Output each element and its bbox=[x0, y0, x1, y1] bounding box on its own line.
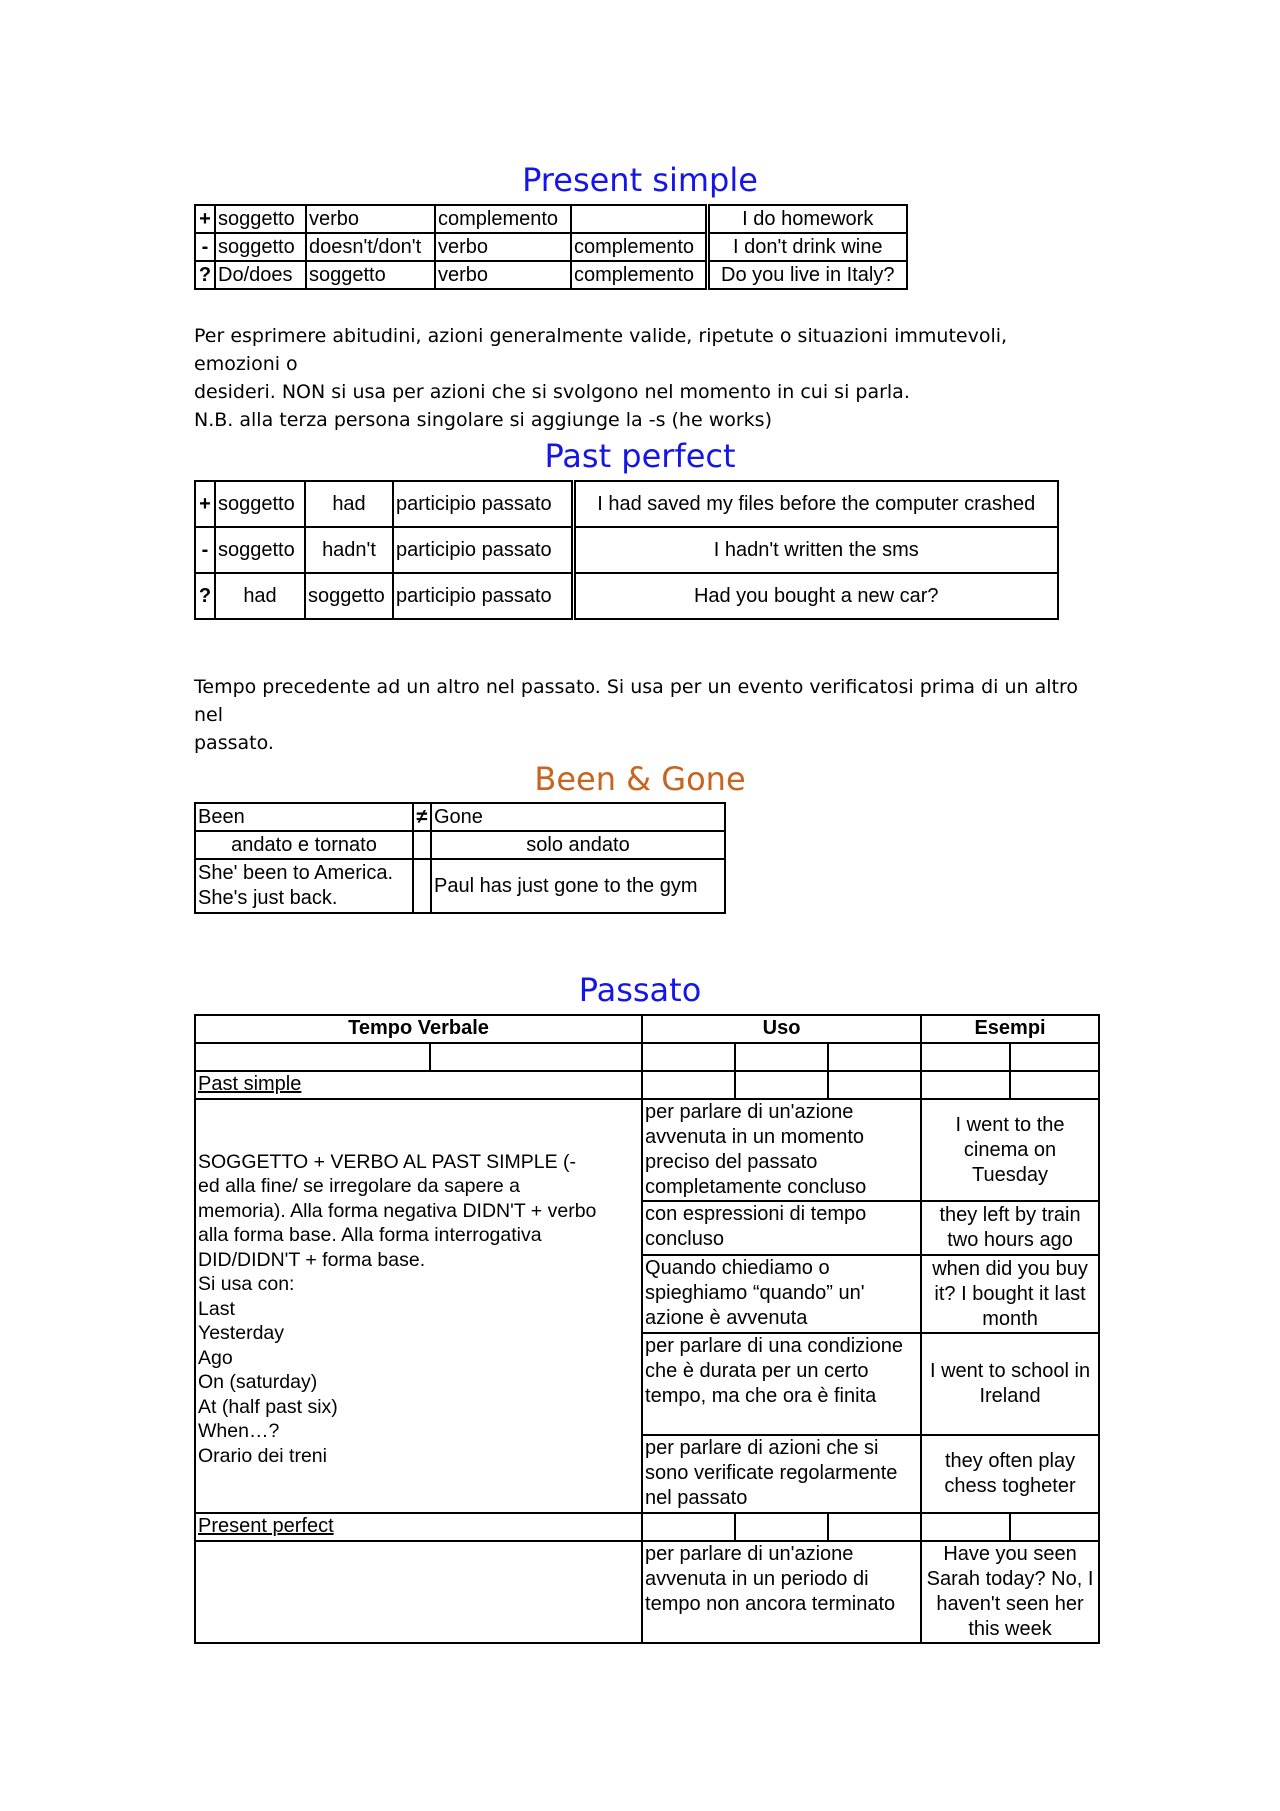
desc-line: When…? bbox=[198, 1420, 280, 1443]
past-simple-label: Past simple bbox=[195, 1071, 642, 1099]
header-uso: Uso bbox=[642, 1015, 921, 1043]
table-cell bbox=[828, 1043, 921, 1071]
table-cell: participio passato bbox=[393, 481, 573, 527]
desc-line: On (saturday) bbox=[198, 1371, 318, 1394]
table-cell: verbo bbox=[435, 233, 571, 261]
table-cell bbox=[921, 1043, 1010, 1071]
desc-line: alla forma base. Alla forma interrogativa bbox=[198, 1224, 542, 1247]
table-cell bbox=[195, 1043, 430, 1071]
table-cell bbox=[642, 1043, 735, 1071]
table-cell: doesn't/don't bbox=[306, 233, 435, 261]
table-cell: soggetto bbox=[215, 481, 305, 527]
sign-question: ? bbox=[195, 573, 215, 619]
table-row bbox=[195, 859, 725, 913]
table-row bbox=[195, 261, 907, 289]
gone-header: Gone bbox=[431, 803, 725, 831]
table-cell bbox=[195, 1541, 642, 1643]
example-cell: I hadn't written the sms bbox=[573, 527, 1058, 573]
table-cell bbox=[921, 1071, 1010, 1099]
passato-title: Passato bbox=[578, 971, 702, 1009]
sign-plus: + bbox=[195, 205, 215, 233]
table-cell: complemento bbox=[571, 233, 707, 261]
sign-question: ? bbox=[195, 261, 215, 289]
table-cell bbox=[921, 1513, 1010, 1541]
sign-plus: + bbox=[195, 481, 215, 527]
desc-line: memoria). Alla forma negativa DIDN'T + verbo bbox=[198, 1199, 597, 1222]
table-cell bbox=[642, 1513, 735, 1541]
past-perfect-title: Past perfect bbox=[544, 437, 736, 475]
passato-table bbox=[194, 1014, 1100, 1644]
table-cell bbox=[413, 831, 431, 859]
section-row bbox=[195, 1071, 1099, 1099]
table-cell: soggetto bbox=[306, 261, 435, 289]
table-row bbox=[195, 803, 725, 831]
table-cell bbox=[735, 1513, 828, 1541]
sign-minus: - bbox=[195, 527, 215, 573]
gone-example: Paul has just gone to the gym bbox=[431, 859, 725, 913]
desc-line: Last bbox=[198, 1297, 235, 1320]
esempio-cell: I went to the cinema on Tuesday bbox=[921, 1099, 1099, 1201]
uso-cell: per parlare di un'azione avvenuta in un momento preciso del passato completamente concluso bbox=[642, 1099, 921, 1201]
example-cell: Had you bought a new car? bbox=[573, 573, 1058, 619]
desc-line: SOGGETTO + VERBO AL PAST SIMPLE (- bbox=[198, 1150, 577, 1173]
table-cell: complemento bbox=[571, 261, 707, 289]
empty-row bbox=[195, 1043, 1099, 1071]
table-cell bbox=[735, 1071, 828, 1099]
desc-line: ed alla fine/ se irregolare da sapere a bbox=[198, 1175, 520, 1198]
not-equal-sign: ≠ bbox=[413, 803, 431, 831]
table-cell bbox=[735, 1043, 828, 1071]
desc-line: Orario dei treni bbox=[198, 1444, 327, 1467]
header-tempo-verbale: Tempo Verbale bbox=[195, 1015, 642, 1043]
table-cell bbox=[1010, 1513, 1099, 1541]
note-line: desideri. NON si usa per azioni che si svolgono nel momento in cui si parla. bbox=[194, 381, 910, 403]
header-row bbox=[195, 1015, 1099, 1043]
sign-minus: - bbox=[195, 233, 215, 261]
uso-cell: Quando chiediamo o spieghiamo “quando” un' azione è avvenuta bbox=[642, 1255, 921, 1333]
been-gone-table bbox=[194, 802, 726, 914]
table-cell: hadn't bbox=[305, 527, 393, 573]
table-cell: participio passato bbox=[393, 527, 573, 573]
table-cell: had bbox=[215, 573, 305, 619]
table-cell: participio passato bbox=[393, 573, 573, 619]
table-cell bbox=[642, 1071, 735, 1099]
table-cell: soggetto bbox=[215, 527, 305, 573]
esempio-cell: I went to school in Ireland bbox=[921, 1333, 1099, 1435]
table-cell: soggetto bbox=[305, 573, 393, 619]
section-row bbox=[195, 1513, 1099, 1541]
table-cell: complemento bbox=[435, 205, 571, 233]
table-cell bbox=[1010, 1043, 1099, 1071]
esempio-cell: when did you buy it? I bought it last month bbox=[921, 1255, 1099, 1333]
desc-line: At (half past six) bbox=[198, 1395, 338, 1418]
been-example bbox=[195, 859, 413, 913]
esempio-cell: Have you seen Sarah today? No, I haven't seen her this week bbox=[921, 1541, 1099, 1643]
example-cell: I don't drink wine bbox=[707, 233, 907, 261]
been-header: Been bbox=[195, 803, 413, 831]
table-cell bbox=[828, 1071, 921, 1099]
table-cell: soggetto bbox=[215, 205, 306, 233]
past-simple-description bbox=[195, 1099, 642, 1513]
table-row bbox=[195, 233, 907, 261]
table-row bbox=[195, 1099, 1099, 1201]
note-line: passato. bbox=[194, 732, 274, 754]
been-example-line: She's just back. bbox=[198, 887, 338, 909]
desc-line: Yesterday bbox=[198, 1322, 285, 1345]
esempio-cell: they left by train two hours ago bbox=[921, 1201, 1099, 1255]
note-line: Per esprimere abitudini, azioni generalmente valide, ripetute o situazioni immutevoli, emozioni o bbox=[194, 325, 1008, 375]
desc-line: DID/DIDN'T + forma base. bbox=[198, 1248, 426, 1271]
table-cell: Do/does bbox=[215, 261, 306, 289]
example-cell: I do homework bbox=[707, 205, 907, 233]
table-cell: soggetto bbox=[215, 233, 306, 261]
table-cell bbox=[413, 859, 431, 913]
present-simple-title: Present simple bbox=[522, 161, 758, 199]
present-simple-table bbox=[194, 204, 908, 290]
example-cell: I had saved my files before the computer crashed bbox=[573, 481, 1058, 527]
uso-cell: per parlare di una condizione che è durata per un certo tempo, ma che ora è finita bbox=[642, 1333, 921, 1435]
uso-cell: con espressioni di tempo concluso bbox=[642, 1201, 921, 1255]
uso-cell: per parlare di azioni che si sono verificate regolarmente nel passato bbox=[642, 1435, 921, 1513]
note-line: Tempo precedente ad un altro nel passato. Si usa per un evento verificatosi prima di un altro nel bbox=[194, 676, 1078, 726]
been-example-line: She' been to America. bbox=[198, 862, 394, 884]
table-cell bbox=[1010, 1071, 1099, 1099]
table-cell: verbo bbox=[435, 261, 571, 289]
table-row bbox=[195, 205, 907, 233]
desc-line: Ago bbox=[198, 1346, 233, 1369]
table-cell: had bbox=[305, 481, 393, 527]
present-simple-note bbox=[194, 322, 1094, 434]
table-row bbox=[195, 527, 1058, 573]
desc-line: Si usa con: bbox=[198, 1273, 295, 1296]
past-perfect-table bbox=[194, 480, 1059, 620]
table-row bbox=[195, 573, 1058, 619]
table-cell bbox=[828, 1513, 921, 1541]
been-gone-title: Been & Gone bbox=[534, 760, 746, 798]
example-cell: Do you live in Italy? bbox=[707, 261, 907, 289]
table-row bbox=[195, 831, 725, 859]
table-row bbox=[195, 481, 1058, 527]
been-meaning: andato e tornato bbox=[195, 831, 413, 859]
present-perfect-label: Present perfect bbox=[195, 1513, 642, 1541]
table-cell: verbo bbox=[306, 205, 435, 233]
table-row bbox=[195, 1541, 1099, 1643]
esempio-cell: they often play chess togheter bbox=[921, 1435, 1099, 1513]
table-cell bbox=[430, 1043, 642, 1071]
note-line: N.B. alla terza persona singolare si aggiunge la -s (he works) bbox=[194, 409, 772, 431]
gone-meaning: solo andato bbox=[431, 831, 725, 859]
table-cell bbox=[571, 205, 707, 233]
uso-cell: per parlare di un'azione avvenuta in un periodo di tempo non ancora terminato bbox=[642, 1541, 921, 1643]
past-perfect-note bbox=[194, 673, 1094, 757]
header-esempi: Esempi bbox=[921, 1015, 1099, 1043]
